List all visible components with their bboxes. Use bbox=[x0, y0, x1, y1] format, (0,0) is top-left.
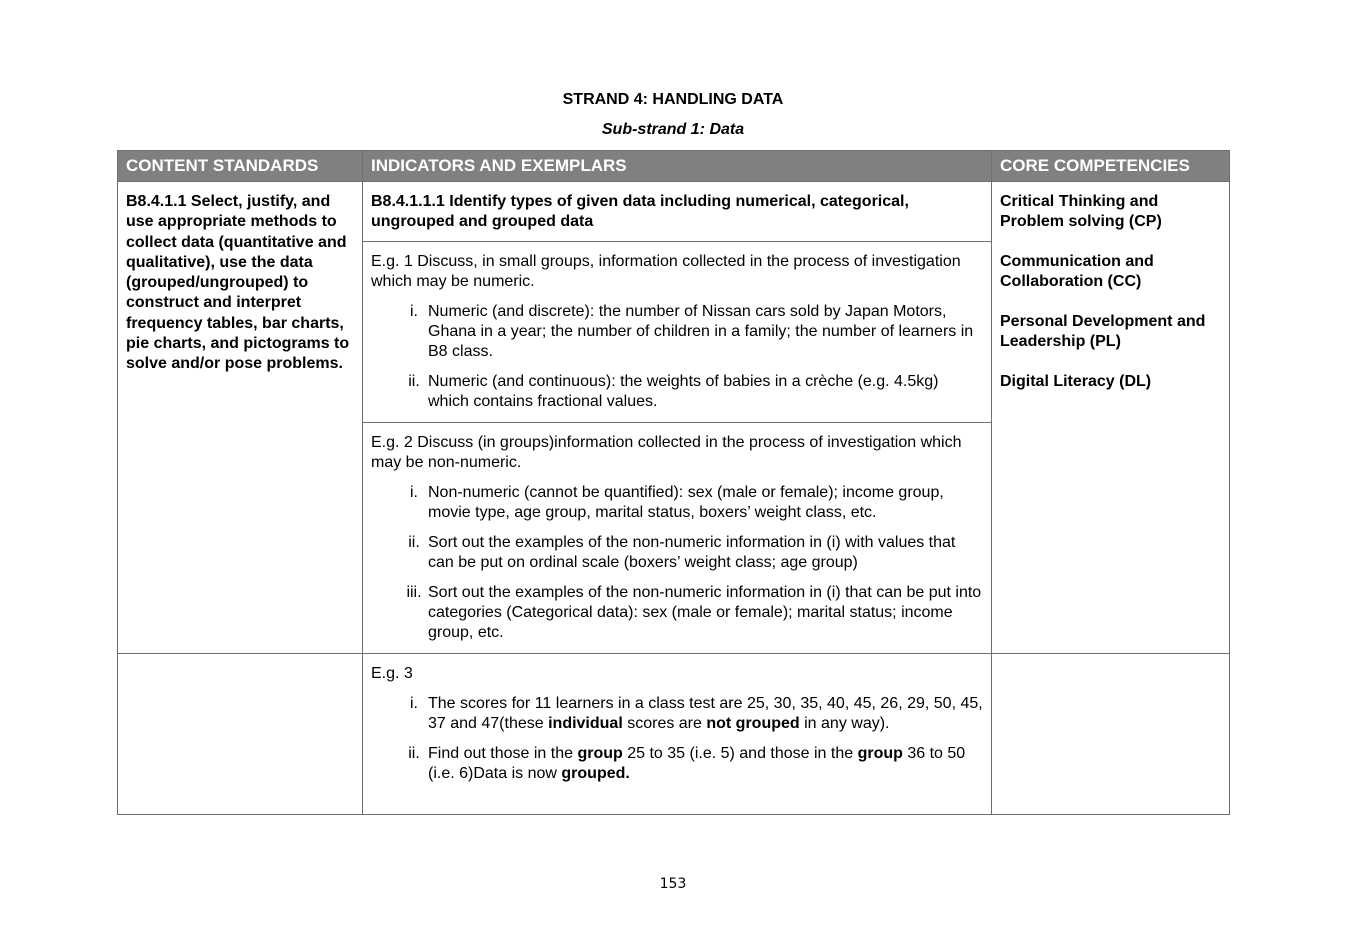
emphasis: grouped. bbox=[561, 765, 630, 782]
competency-pl: Personal Development and Leadership (PL) bbox=[1000, 313, 1206, 350]
list-item-number: ii. bbox=[408, 534, 420, 551]
list-item-text: Sort out the examples of the non-numeric information in (i) with values that can be put on ordinal scale (boxers’ weight class; age group) bbox=[428, 534, 956, 571]
list-item-number: iii. bbox=[406, 584, 422, 601]
list-item bbox=[371, 694, 983, 734]
emphasis: group bbox=[857, 745, 903, 762]
competency-cc: Communication and Collaboration (CC) bbox=[1000, 253, 1154, 290]
list-item bbox=[371, 533, 983, 573]
list-item-text: Numeric (and continuous): the weights of babies in a crèche (e.g. 4.5kg) which contains fractional values. bbox=[428, 373, 939, 410]
table-row bbox=[118, 654, 1230, 815]
list-item-number: i. bbox=[410, 303, 418, 320]
competencies-cell bbox=[992, 182, 1230, 654]
list-item-text: Non-numeric (cannot be quantified): sex (male or female); income group, movie type, age group, marital status, boxers’ weight class, etc. bbox=[428, 484, 944, 521]
table-header-row bbox=[118, 151, 1230, 182]
emphasis: not grouped bbox=[706, 715, 800, 732]
list-item-number: ii. bbox=[408, 373, 420, 390]
example-1-intro: E.g. 1 Discuss, in small groups, information collected in the process of investigation which may be numeric. bbox=[371, 253, 961, 290]
list-item bbox=[371, 302, 983, 362]
list-item-number: i. bbox=[410, 484, 418, 501]
example-2-cell bbox=[363, 423, 992, 654]
list-item-text: Numeric (and discrete): the number of Nissan cars sold by Japan Motors, Ghana in a year; the number of children in a family; the number of learners in B8 class. bbox=[428, 303, 974, 360]
list-item bbox=[371, 744, 983, 784]
example-1-cell bbox=[363, 242, 992, 423]
example-2-intro: E.g. 2 Discuss (in groups)information collected in the process of investigation which may be non-numeric. bbox=[371, 434, 962, 471]
example-3-list bbox=[371, 694, 983, 784]
indicator-cell bbox=[363, 182, 992, 242]
content-standard-cell bbox=[118, 182, 363, 654]
emphasis: individual bbox=[548, 715, 623, 732]
curriculum-table bbox=[117, 150, 1230, 815]
list-item-text: The scores for 11 learners in a class test are 25, 30, 35, 40, 45, 26, 29, 50, 45, 37 and 47(these individual scores are not grouped in any way). bbox=[428, 695, 983, 732]
header-indicators-exemplars: INDICATORS AND EXEMPLARS bbox=[363, 151, 992, 182]
example-1-list bbox=[371, 302, 983, 412]
emphasis: group bbox=[577, 745, 623, 762]
list-item-number: i. bbox=[410, 695, 418, 712]
competencies-empty-cell bbox=[992, 654, 1230, 815]
table-row bbox=[118, 182, 1230, 242]
list-item bbox=[371, 583, 983, 643]
list-item-text: Find out those in the group 25 to 35 (i.e. 5) and those in the group 36 to 50 (i.e. 6)Data is now grouped. bbox=[428, 745, 966, 782]
example-3-cell bbox=[363, 654, 992, 815]
page-number: 153 bbox=[659, 876, 687, 892]
strand-title: STRAND 4: HANDLING DATA bbox=[562, 91, 784, 108]
list-item bbox=[371, 483, 983, 523]
competency-dl: Digital Literacy (DL) bbox=[1000, 373, 1152, 390]
example-3-intro: E.g. 3 bbox=[371, 665, 413, 682]
header-content-standards: CONTENT STANDARDS bbox=[118, 151, 363, 182]
indicator-text: B8.4.1.1.1 Identify types of given data including numerical, categorical, ungrouped and grouped data bbox=[371, 193, 909, 230]
substrand-title: Sub-strand 1: Data bbox=[601, 121, 745, 138]
list-item bbox=[371, 372, 983, 412]
content-standard-empty-cell bbox=[118, 654, 363, 815]
content-standard-text: B8.4.1.1 Select, justify, and use appropriate methods to collect data (quantitative and qualitative), use the data (grouped/ungrouped) to construct and interpret frequency tables, bar charts, pie charts, and pictograms to solve and/or pose problems. bbox=[126, 193, 350, 373]
list-item-number: ii. bbox=[408, 745, 420, 762]
list-item-text: Sort out the examples of the non-numeric information in (i) that can be put into categories (Categorical data): sex (male or female); marital status; income group, etc. bbox=[428, 584, 982, 641]
example-2-list bbox=[371, 483, 983, 643]
competency-cp: Critical Thinking and Problem solving (CP) bbox=[1000, 193, 1162, 230]
header-core-competencies: CORE COMPETENCIES bbox=[992, 151, 1230, 182]
